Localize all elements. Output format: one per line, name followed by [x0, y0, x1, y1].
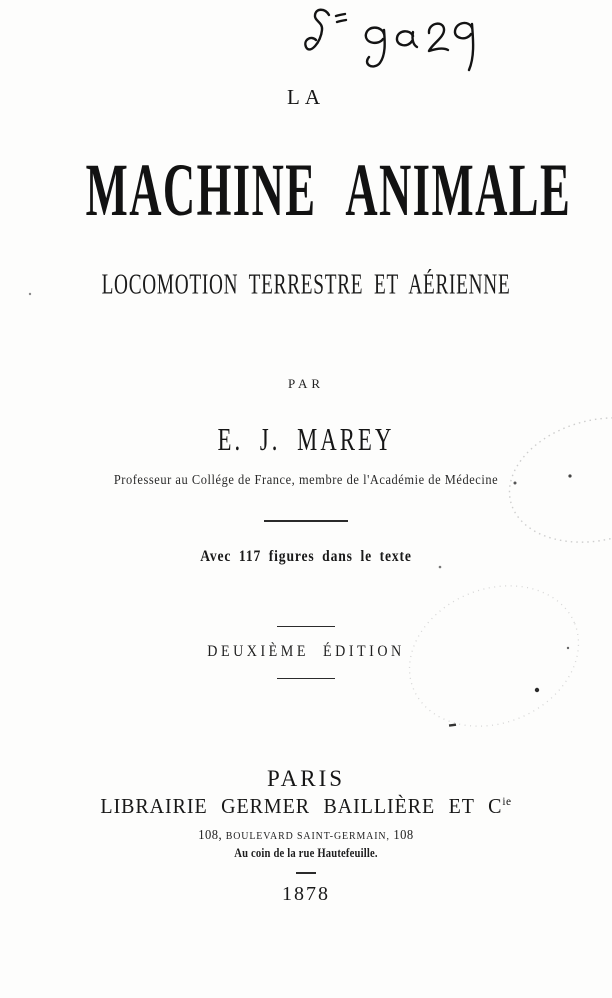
- address-note: Au coin de la rue Hautefeuille.: [234, 846, 378, 860]
- publisher-main: LIBRAIRIE GERMER BAILLIÈRE ET C: [100, 794, 503, 818]
- author-titles: Professeur au Collége de France, membre de l'Académie de Médecine: [113, 472, 499, 487]
- divider-rule-3: [277, 678, 335, 679]
- imprint-city: PARIS: [266, 766, 346, 791]
- author-name: E. J. MAREY: [217, 422, 395, 458]
- publisher-name: [15, 795, 596, 817]
- divider-rule-4: [296, 872, 316, 874]
- edition-statement: DEUXIÈME ÉDITION: [207, 643, 405, 660]
- book-subtitle: LOCOMOTION TERRESTRE ET AÉRIENNE: [101, 268, 511, 301]
- handwritten-shelfmark: [296, 6, 492, 72]
- address-number-left: 108,: [198, 828, 223, 843]
- publisher-address: [31, 827, 582, 843]
- half-title: LA: [287, 85, 325, 109]
- figures-note: Avec 117 figures dans le texte: [200, 548, 412, 565]
- inscription-transcription: [296, 6, 330, 17]
- publisher-superscript: ie: [502, 794, 512, 808]
- address-number-right: 108: [393, 828, 414, 843]
- address-street: BOULEVARD SAINT-GERMAIN,: [225, 830, 390, 842]
- byline-par: PAR: [287, 376, 325, 391]
- publication-year: 1878: [282, 883, 330, 905]
- divider-rule-2: [277, 626, 335, 627]
- book-title: MACHINE ANIMALE: [85, 149, 572, 233]
- divider-rule-1: [264, 520, 348, 522]
